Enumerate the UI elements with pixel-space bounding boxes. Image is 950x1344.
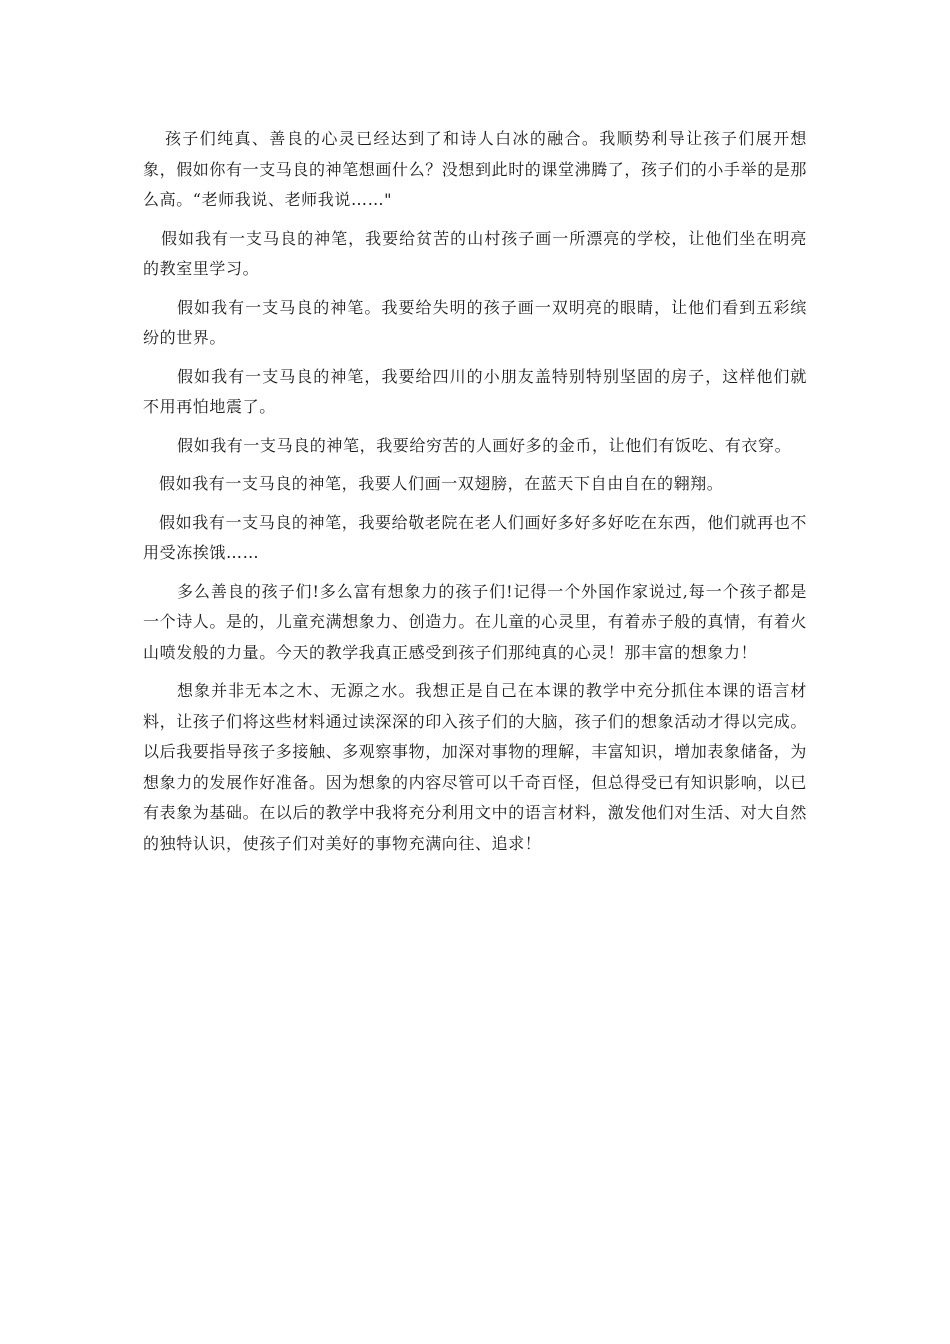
paragraph-9: 想象并非无本之木、无源之水。我想正是自己在本课的教学中充分抓住本课的语言材料，让孩子们将这些材料通过读深深的印入孩子们的大脑，孩子们的想象活动才得以完成。以后我要指导孩子多接触、多观察事物，加深对事物的理解，丰富知识，增加表象储备，为想象力的发展作好准备。因为想象的内容尽管可以千奇百怪，但总得受已有知识影响，以已有表象为基础。在以后的教学中我将充分利用文中的语言材料，激发他们对生活、对大自然的独特认识，使孩子们对美好的事物充满向往、追求！ [143,681,808,853]
paragraph-5: 假如我有一支马良的神笔，我要给穷苦的人画好多的金币，让他们有饭吃、有衣穿。 [177,435,792,455]
paragraph-2: 假如我有一支马良的神笔，我要给贫苦的山村孩子画一所漂亮的学校，让他们坐在明亮的教室里学习。 [143,228,807,278]
paragraph-4: 假如我有一支马良的神笔，我要给四川的小朋友盖特别特别坚固的房子，这样他们就不用再怕地震了。 [143,366,807,416]
paragraph-7: 假如我有一支马良的神笔，我要给敬老院在老人们画好多好多好吃在东西，他们就再也不用受冻挨饿…… [143,512,807,562]
paragraph-6: 假如我有一支马良的神笔，我要人们画一双翅膀，在蓝天下自由自在的翱翔。 [159,474,724,493]
paragraph-8: 多么善良的孩子们!多么富有想象力的孩子们!记得一个外国作家说过,每一个孩子都是一个诗人。是的，儿童充满想象力、创造力。在儿童的心灵里，有着赤子般的真情，有着火山喷发般的力量。今天的教学我真正感受到孩子们那纯真的心灵！那丰富的想象力！ [143,581,808,662]
document-body [143,124,807,867]
paragraph-3: 假如我有一支马良的神笔。我要给失明的孩子画一双明亮的眼睛，让他们看到五彩缤纷的世界。 [143,297,807,347]
paragraph-1: 孩子们纯真、善良的心灵已经达到了和诗人白冰的融合。我顺势利导让孩子们展开想象，假如你有一支马良的神笔想画什么？没想到此时的课堂沸腾了，孩子们的小手举的是那么高。“老师我说、老师我说……" [143,129,808,209]
